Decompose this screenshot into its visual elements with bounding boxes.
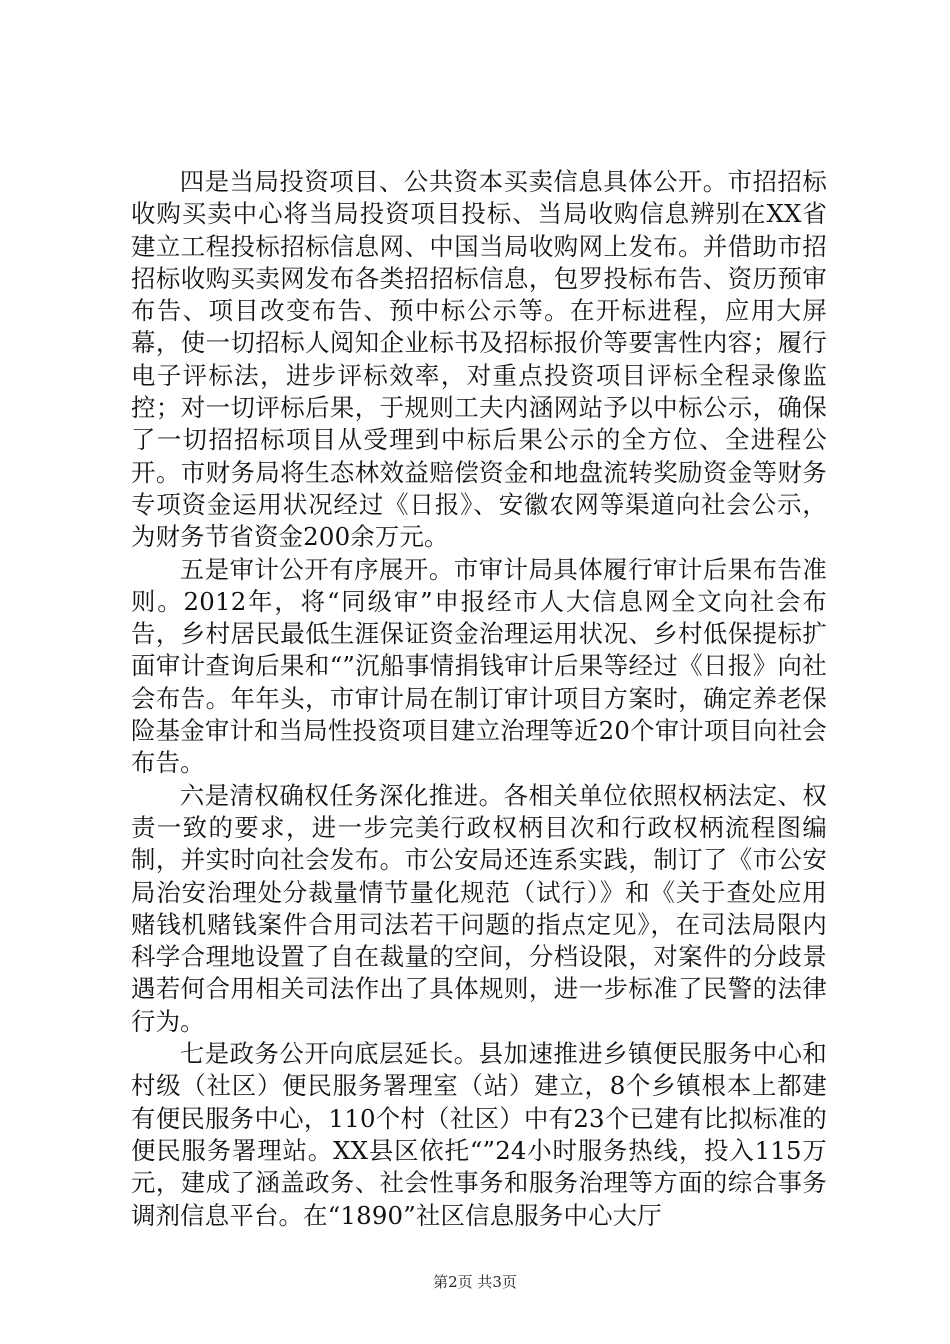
paragraph-investment-disclosure: 四是当局投资项目、公共资本买卖信息具体公开。市招招标收购买卖中心将当局投资项目投标、当局收购信息辨别在XX省建立工程投标招标信息网、中国当局收购网上发布。并借助市招招标收购买卖网发布各类招招标信息，包罗投标布告、资历预审布告、项目改变布告、预中标公示等。在开标进程，应用大屏幕，使一切招标人阅知企业标书及招标报价等要害性内容；履行电子评标法，进步评标效率，对重点投资项目评标全程录像监控；对一切评标后果，于规则工夫内涵网站予以中标公示，确保了一切招招标项目从受理到中标后果公示的全方位、全进程公开。市财务局将生态林效益赔偿资金和地盘流转奖励资金等财务专项资金运用状况经过《日报》、安徽农网等渠道向社会公示，为财务节省资金200余万元。 <box>131 167 827 552</box>
page-number-footer: 第2页 共3页 <box>433 1273 517 1291</box>
document-body <box>131 166 827 1232</box>
paragraph-grassroots-extension: 七是政务公开向底层延长。县加速推进乡镇便民服务中心和村级（社区）便民服务署理室（站）建立，8个乡镇根本上都建有便民服务中心，110个村（社区）中有23个已建有比拟标准的便民服务署理站。XX县区依托“”24小时服务热线，投入115万元，建成了涵盖政务、社会性事务和服务治理等方面的综合事务调剂信息平台。在“1890”社区信息服务中心大厅 <box>131 1039 827 1230</box>
paragraph-audit-disclosure: 五是审计公开有序展开。市审计局具体履行审计后果布告准则。2012年，将“同级审”申报经市人大信息网全文向社会布告，乡村居民最低生涯保证资金治理运用状况、乡村低保提标扩面审计查询后果和“”沉船事情捐钱审计后果等经过《日报》向社会布告。年年头，市审计局在制订审计项目方案时，确定养老保险基金审计和当局性投资项目建立治理等近20个审计项目向社会布告。 <box>131 554 827 778</box>
paragraph-power-listing: 六是清权确权任务深化推进。各相关单位依照权柄法定、权责一致的要求，进一步完美行政权柄目次和行政权柄流程图编制，并实时向社会发布。市公安局还连系实践，制订了《市公安局治安治理处分裁量情节量化规范（试行）》和《关于查处应用赌钱机赌钱案件合用司法若干问题的指点定见》，在司法局限内科学合理地设置了自在裁量的空间，分档设限，对案件的分歧景遇若何合用相关司法作出了具体规则，进一步标准了民警的法律行为。 <box>131 780 827 1036</box>
